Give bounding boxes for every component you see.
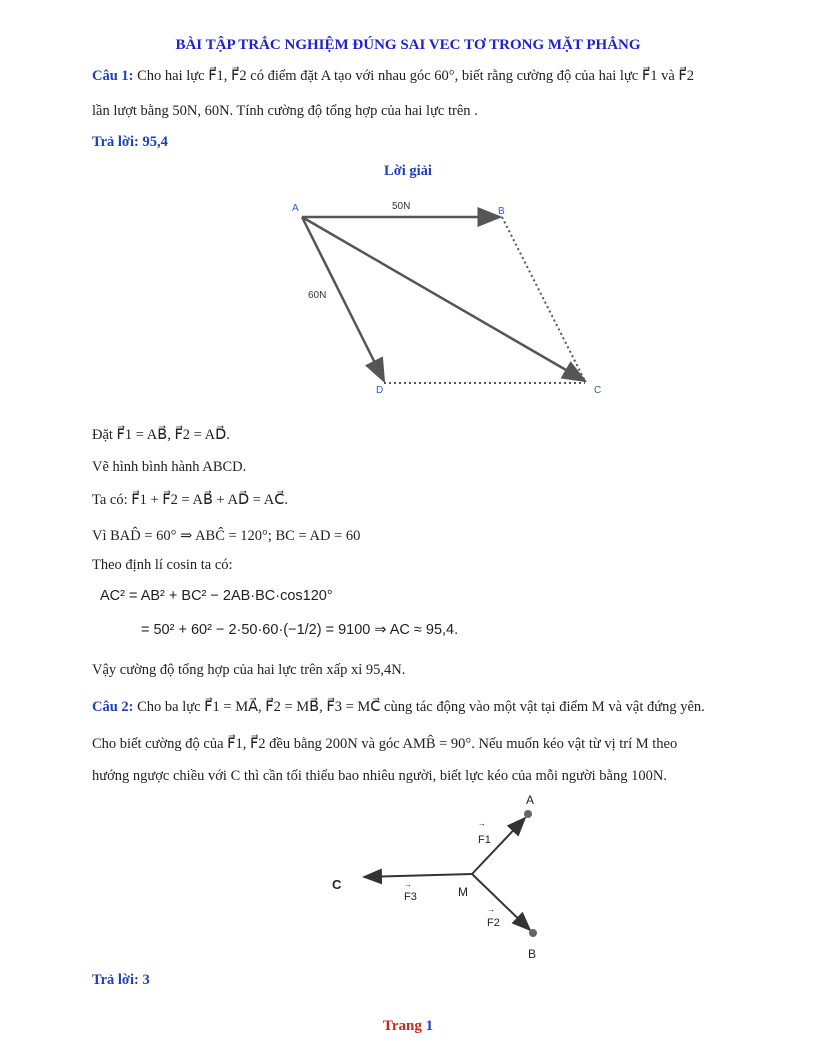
question-1-label: Câu 1: — [92, 68, 134, 84]
f2-arrow-glyph: → — [487, 905, 495, 914]
vector-mc — [364, 874, 472, 877]
point-b-dot — [529, 929, 537, 937]
footer-label: Trang — [382, 1018, 422, 1034]
force-ab-label: 50N — [392, 201, 411, 212]
point-b-label: B — [498, 206, 505, 217]
question-1-text-1: Cho hai lực F⃗1, F⃗2 có điểm đặt A tạo với nhau góc 60°, biết rằng cường độ của hai lực F⃗1 và F⃗2 — [137, 68, 694, 84]
parallelogram-figure — [280, 195, 620, 400]
f1-label: F1 — [478, 834, 491, 846]
f3-arrow-glyph: → — [404, 880, 412, 889]
question-2-line-1 — [92, 699, 705, 716]
point-a-dot — [524, 810, 532, 818]
f3-label: F3 — [404, 891, 417, 903]
page-footer — [0, 1018, 816, 1035]
page-title: BÀI TẬP TRẮC NGHIỆM ĐÚNG SAI VEC TƠ TRONG MẶT PHẲNG — [175, 37, 641, 53]
point-a-label: A — [526, 793, 535, 807]
step-3: Ta có: F⃗1 + F⃗2 = AB⃗ + AD⃗ = AC⃗. — [92, 492, 289, 508]
question-1-line-2: lần lượt bằng 50N, 60N. Tính cường độ tổng hợp của hai lực trên . — [92, 103, 478, 119]
step-2: Vẽ hình bình hành ABCD. — [92, 459, 247, 475]
three-forces-figure — [320, 790, 580, 962]
point-c-label: C — [332, 877, 342, 892]
point-b-label: B — [528, 947, 537, 961]
f1-arrow-glyph: → — [478, 819, 486, 828]
force-ad-label: 60N — [308, 290, 327, 301]
step-6-equation: AC² = AB² + BC² − 2AB·BC·cos120° — [100, 588, 333, 604]
question-2-line-2: Cho biết cường độ của F⃗1, F⃗2 đều bằng 200N và góc AMB̂ = 90°. Nếu muốn kéo vật từ vị trí M theo — [92, 736, 678, 752]
solution-title: Lời giải — [384, 163, 432, 179]
point-a-label: A — [292, 203, 299, 214]
vector-mb — [472, 874, 530, 930]
f2-label: F2 — [487, 917, 500, 929]
point-c-label: C — [594, 385, 602, 396]
question-1-line-1 — [92, 68, 694, 85]
step-8-conclusion: Vậy cường độ tổng hợp của hai lực trên xấp xỉ 95,4N. — [92, 662, 406, 678]
point-m-label: M — [458, 885, 468, 899]
question-2-label: Câu 2: — [92, 699, 134, 715]
question-2-text-1: Cho ba lực F⃗1 = MA⃗, F⃗2 = MB⃗, F⃗3 = MC⃗ cùng tác động vào một vật tại điểm M và vật đứng yên. — [137, 699, 705, 715]
point-d-label: D — [376, 385, 384, 396]
page-number: 1 — [425, 1018, 434, 1034]
question-2-answer: Trả lời: 3 — [92, 972, 150, 988]
step-4: Vì BAD̂ = 60° ⇒ ABĈ = 120°; BC = AD = 60 — [92, 528, 361, 544]
step-5: Theo định lí cosin ta có: — [92, 557, 233, 573]
question-1-answer: Trả lời: 95,4 — [92, 134, 168, 150]
step-7-equation: = 50² + 60² − 2·50·60·(−1/2) = 9100 ⇒ AC ≈ 95,4. — [141, 622, 459, 638]
step-1: Đặt F⃗1 = AB⃗, F⃗2 = AD⃗. — [92, 427, 230, 443]
question-2-line-3: hướng ngược chiều với C thì cần tối thiểu bao nhiêu người, biết lực kéo của mỗi người bằng 100N. — [92, 768, 667, 784]
